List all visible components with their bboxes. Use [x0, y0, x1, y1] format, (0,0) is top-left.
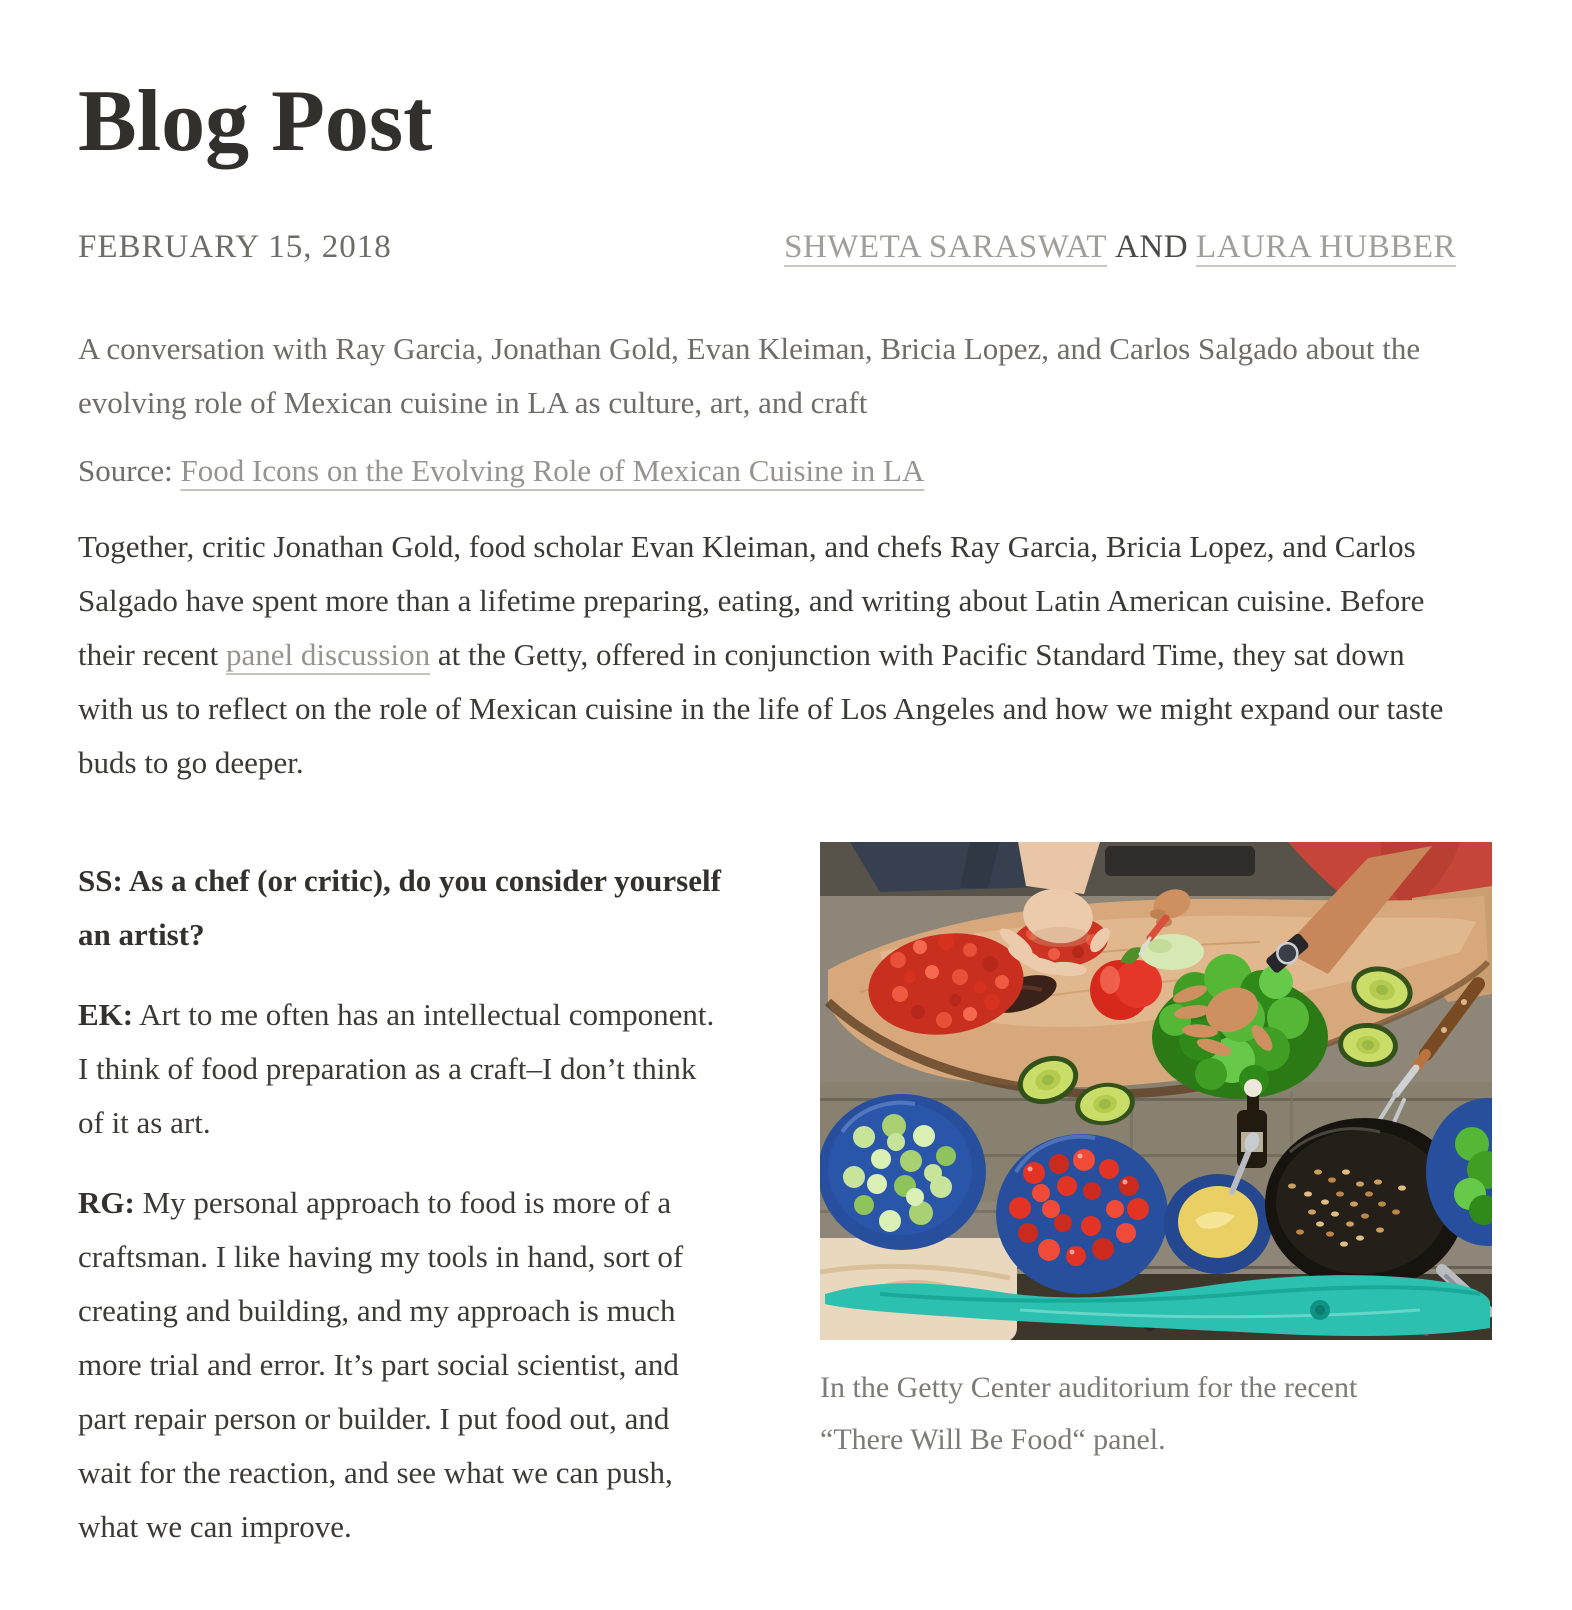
author-link-laura-hubber[interactable]: LAURA HUBBER — [1196, 229, 1456, 266]
source-line — [78, 444, 1456, 498]
panel-photo — [820, 842, 1492, 1340]
source-link[interactable]: Food Icons on the Evolving Role of Mexican Cuisine in LA — [180, 452, 925, 488]
answer-text-ek: Art to me often has an intellectual component. I think of food preparation as a craft–I don’t think of it as art. — [78, 996, 715, 1140]
byline-and-separator: AND — [1115, 229, 1189, 266]
post-date: FEBRUARY 15, 2018 — [78, 229, 392, 266]
qa-section — [78, 854, 1456, 1580]
page-title: Blog Post — [78, 73, 433, 170]
byline — [784, 228, 1456, 268]
author-link-shweta-saraswat[interactable]: SHWETA SARASWAT — [784, 229, 1108, 266]
lead-paragraph — [78, 520, 1456, 790]
photo-caption: In the Getty Center auditorium for the recent “There Will Be Food“ panel. — [820, 1370, 1358, 1456]
meta-row — [78, 228, 1456, 268]
speaker-ss: SS: — [78, 862, 123, 898]
panel-figure — [820, 842, 1492, 1466]
source-label: Source: — [78, 452, 181, 488]
speaker-rg: RG: — [78, 1184, 135, 1220]
question-text: As a chef (or critic), do you consider yourself an artist? — [78, 862, 721, 952]
lead-text-after: at the Getty, offered in conjunction with Pacific Standard Time, they sat down with us to reflect on the role of Mexican cuisine in the life of Los Angeles and how we might expand our taste buds to go deeper. — [78, 636, 1444, 780]
lead-text-before: Together, critic Jonathan Gold, food scholar Evan Kleiman, and chefs Ray Garcia, Bricia Lopez, and Carlos Salgado have spent more than a lifetime preparing, eating, and writing about Latin American cuisine. Before their recent — [78, 528, 1425, 672]
intro-paragraph: A conversation with Ray Garcia, Jonathan Gold, Evan Kleiman, Bricia Lopez, and Carlos Salgado about the evolving role of Mexican cuisine in LA as culture, art, and craft — [78, 330, 1421, 420]
panel-discussion-link[interactable]: panel discussion — [226, 636, 431, 672]
speaker-ek: EK: — [78, 996, 134, 1032]
answer-text-rg: My personal approach to food is more of a craftsman. I like having my tools in hand, sort of creating and building, and my approach is much more trial and error. It’s part social scientist, and part repair person or builder. I put food out, and wait for the reaction, and see what we can push, what we can improve. — [78, 1184, 684, 1544]
